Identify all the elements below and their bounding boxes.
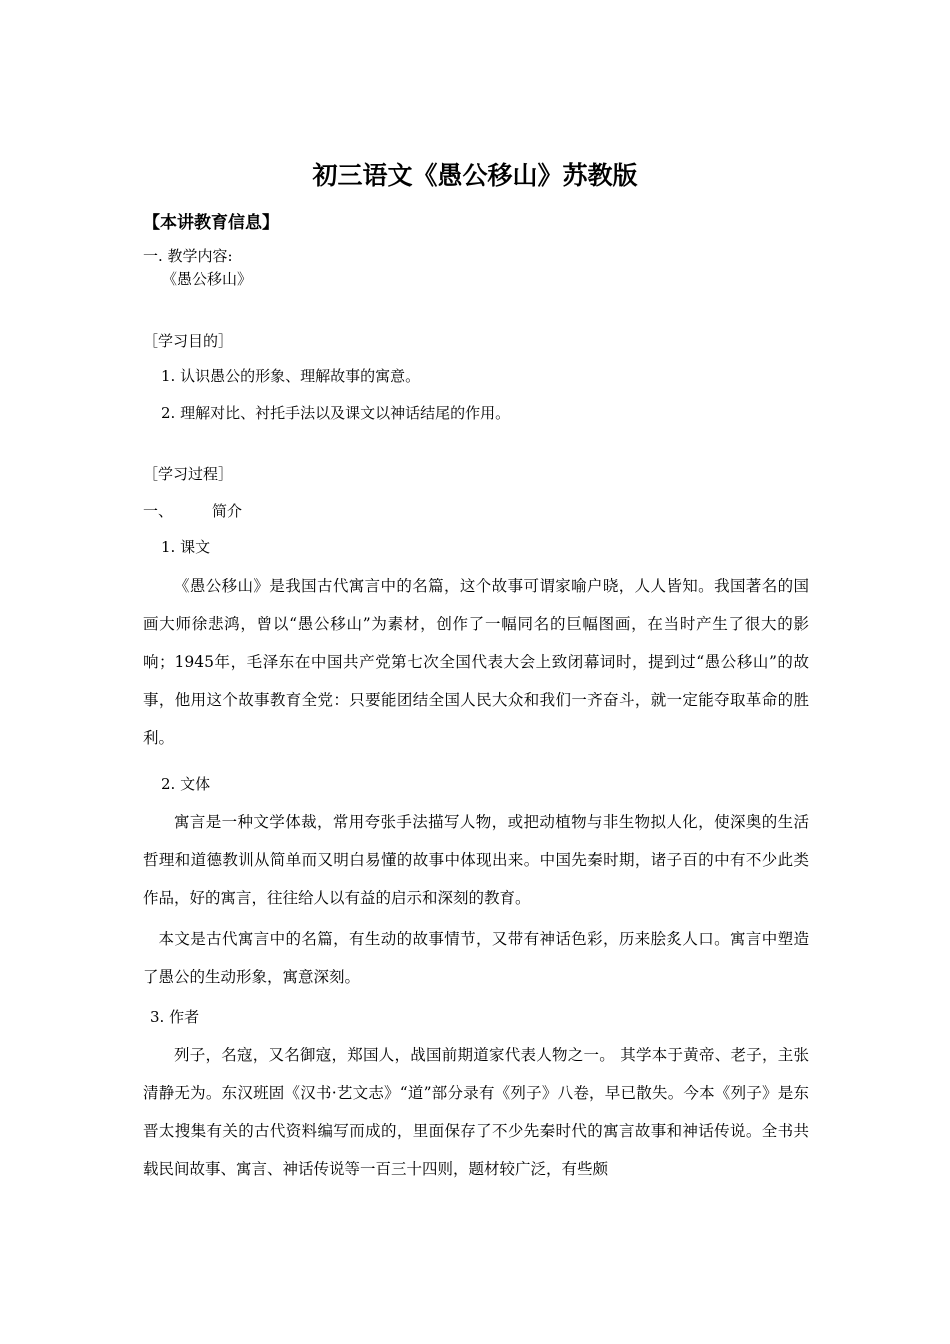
sub2-paragraph-1: 寓言是一种文学体裁，常用夸张手法描写人物，或把动植物与非生物拟人化，使深奥的生活哲理和道德教训从简单而又明白易懂的故事中体现出来。中国先秦时期，诸子百的中有不少此类作品，好的寓言，往往给人以有益的启示和深刻的教育。 xyxy=(143,813,809,907)
content-value: 《愚公移山》 xyxy=(162,270,253,288)
sub2-heading: 2. 文体 xyxy=(161,775,211,793)
content-label: 一. 教学内容: xyxy=(143,247,233,265)
section-one-title: 简介 xyxy=(212,502,243,520)
sub3-heading: 3. 作者 xyxy=(150,1008,200,1026)
sub3-paragraph: 列子，名寇，又名御寇，郑国人，战国前期道家代表人物之一。 其学本于黄帝、老子，主张清静无为。东汉班固《汉书·艺文志》“道”部分录有《列子》八卷，早已散失。今本《列子》是东晋太搜集有关的古代资料编写而成的，里面保存了不少先秦时代的寓言故事和神话传说。全书共载民间故事、寓言、神话传说等一百三十四则，题材较广泛，有些颇 xyxy=(143,1046,809,1178)
sub1-heading: 1. 课文 xyxy=(161,538,211,556)
sub2-paragraph-2: 本文是古代寓言中的名篇，有生动的故事情节，又带有神话色彩，历来脍炙人口。寓言中塑造了愚公的生动形象，寓意深刻。 xyxy=(143,930,809,986)
document-title: 初三语文《愚公移山》苏教版 xyxy=(312,161,638,190)
section-one-number: 一、 xyxy=(143,502,174,520)
goal-item: 2. 理解对比、衬托手法以及课文以神话结尾的作用。 xyxy=(161,404,511,422)
goals-heading: ［学习目的］ xyxy=(143,332,234,350)
sub1-paragraph: 《愚公移山》是我国古代寓言中的名篇，这个故事可谓家喻户晓，人人皆知。我国著名的国画大师徐悲鸿，曾以“愚公移山”为素材，创作了一幅同名的巨幅图画，在当时产生了很大的影响；1945年，毛泽东在中国共产党第七次全国代表大会上致闭幕词时，提到过“愚公移山”的故事，他用这个故事教育全党：只要能团结全国人民大众和我们一齐奋斗，就一定能夺取革命的胜利。 xyxy=(143,577,809,747)
info-heading: 【本讲教育信息】 xyxy=(143,213,279,233)
process-heading: ［学习过程］ xyxy=(143,465,234,483)
goal-item: 1. 认识愚公的形象、理解故事的寓意。 xyxy=(161,367,421,385)
